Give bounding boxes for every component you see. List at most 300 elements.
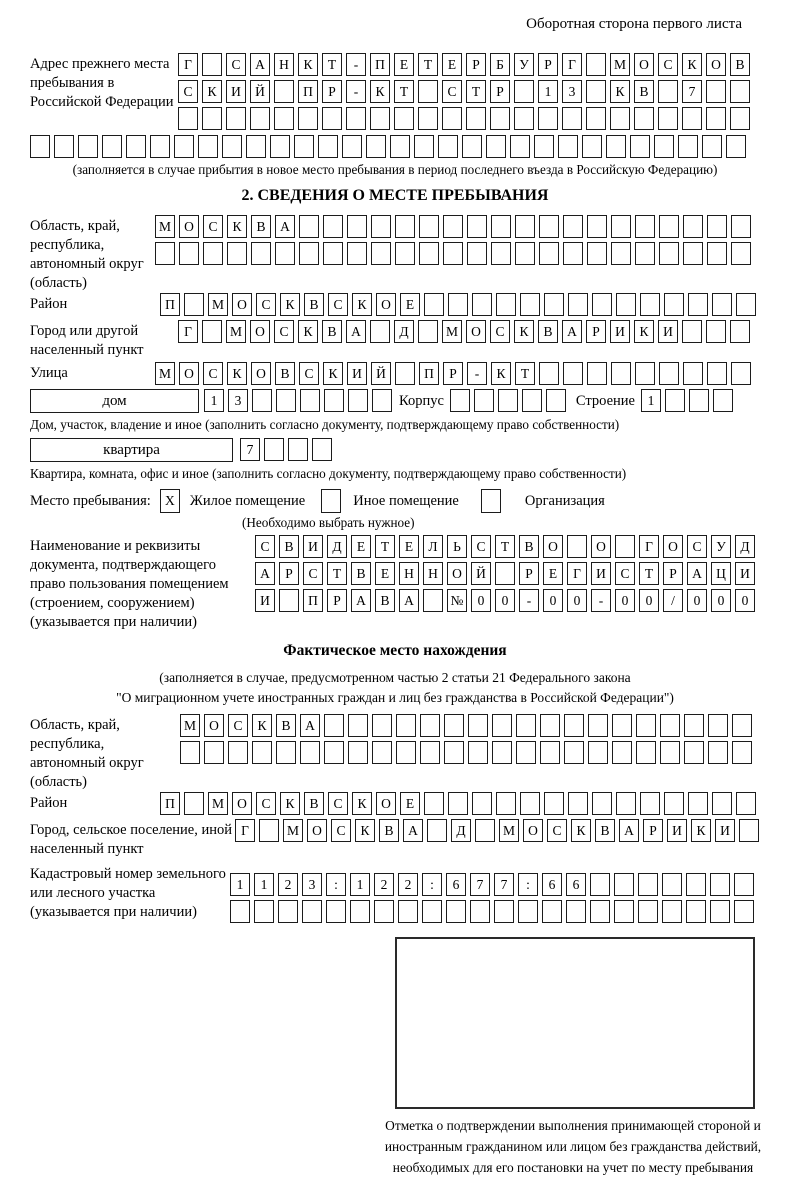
char-cell[interactable]: О: [523, 819, 543, 842]
char-cell[interactable]: [734, 873, 754, 896]
char-cell[interactable]: [371, 215, 391, 238]
char-cell[interactable]: [563, 215, 583, 238]
char-cell[interactable]: [274, 107, 294, 130]
char-cell[interactable]: [566, 900, 586, 923]
char-cell[interactable]: К: [682, 53, 702, 76]
char-cell[interactable]: [558, 135, 578, 158]
char-cell[interactable]: К: [298, 320, 318, 343]
char-cell[interactable]: С: [328, 792, 348, 815]
char-cell[interactable]: [542, 900, 562, 923]
char-cell[interactable]: В: [375, 589, 395, 612]
char-cell[interactable]: [683, 242, 703, 265]
char-cell[interactable]: [640, 293, 660, 316]
char-cell[interactable]: [706, 320, 726, 343]
char-cell[interactable]: С: [228, 714, 248, 737]
char-cell[interactable]: [707, 215, 727, 238]
char-cell[interactable]: 1: [350, 873, 370, 896]
char-cell[interactable]: М: [208, 792, 228, 815]
char-cell[interactable]: [659, 362, 679, 385]
char-cell[interactable]: [472, 293, 492, 316]
char-cell[interactable]: [730, 107, 750, 130]
char-cell[interactable]: В: [538, 320, 558, 343]
char-cell[interactable]: [390, 135, 410, 158]
char-cell[interactable]: [731, 362, 751, 385]
char-cell[interactable]: [202, 53, 222, 76]
char-cell[interactable]: [246, 135, 266, 158]
char-cell[interactable]: М: [610, 53, 630, 76]
char-cell[interactable]: [520, 792, 540, 815]
char-cell[interactable]: [516, 741, 536, 764]
char-cell[interactable]: [539, 242, 559, 265]
char-cell[interactable]: Т: [375, 535, 395, 558]
char-cell[interactable]: С: [547, 819, 567, 842]
char-cell[interactable]: А: [403, 819, 423, 842]
char-cell[interactable]: [474, 389, 494, 412]
char-cell[interactable]: И: [610, 320, 630, 343]
char-cell[interactable]: К: [298, 53, 318, 76]
char-cell[interactable]: :: [326, 873, 346, 896]
char-cell[interactable]: [259, 819, 279, 842]
char-cell[interactable]: О: [232, 293, 252, 316]
char-cell[interactable]: [563, 242, 583, 265]
char-cell[interactable]: 0: [711, 589, 731, 612]
char-cell[interactable]: [414, 135, 434, 158]
char-cell[interactable]: [126, 135, 146, 158]
char-cell[interactable]: [468, 714, 488, 737]
char-cell[interactable]: К: [634, 320, 654, 343]
char-cell[interactable]: О: [663, 535, 683, 558]
char-cell[interactable]: [396, 714, 416, 737]
char-cell[interactable]: [467, 215, 487, 238]
char-cell[interactable]: [515, 215, 535, 238]
char-cell[interactable]: [374, 900, 394, 923]
char-cell[interactable]: [710, 873, 730, 896]
char-cell[interactable]: [706, 107, 726, 130]
char-cell[interactable]: [450, 389, 470, 412]
char-cell[interactable]: [660, 741, 680, 764]
char-cell[interactable]: С: [471, 535, 491, 558]
char-cell[interactable]: Р: [519, 562, 539, 585]
char-cell[interactable]: [713, 389, 733, 412]
char-cell[interactable]: [562, 107, 582, 130]
char-cell[interactable]: 1: [538, 80, 558, 103]
char-cell[interactable]: [739, 819, 759, 842]
char-cell[interactable]: С: [203, 215, 223, 238]
char-cell[interactable]: Р: [663, 562, 683, 585]
char-cell[interactable]: С: [490, 320, 510, 343]
char-cell[interactable]: [682, 320, 702, 343]
char-cell[interactable]: [686, 873, 706, 896]
char-cell[interactable]: В: [595, 819, 615, 842]
char-cell[interactable]: [275, 242, 295, 265]
char-cell[interactable]: [712, 792, 732, 815]
char-cell[interactable]: К: [571, 819, 591, 842]
char-cell[interactable]: 0: [543, 589, 563, 612]
char-cell[interactable]: С: [328, 293, 348, 316]
char-cell[interactable]: [486, 135, 506, 158]
char-cell[interactable]: [683, 215, 703, 238]
char-cell[interactable]: [226, 107, 246, 130]
char-cell[interactable]: Е: [375, 562, 395, 585]
char-cell[interactable]: [395, 215, 415, 238]
char-cell[interactable]: А: [351, 589, 371, 612]
char-cell[interactable]: [664, 792, 684, 815]
char-cell[interactable]: [252, 741, 272, 764]
char-cell[interactable]: [707, 242, 727, 265]
char-cell[interactable]: У: [514, 53, 534, 76]
char-cell[interactable]: [418, 107, 438, 130]
char-cell[interactable]: 7: [240, 438, 260, 461]
char-cell[interactable]: [448, 293, 468, 316]
char-cell[interactable]: [30, 135, 50, 158]
char-cell[interactable]: А: [275, 215, 295, 238]
char-cell[interactable]: Г: [178, 320, 198, 343]
char-cell[interactable]: В: [276, 714, 296, 737]
char-cell[interactable]: [179, 242, 199, 265]
char-cell[interactable]: [264, 438, 284, 461]
char-cell[interactable]: [518, 900, 538, 923]
char-cell[interactable]: С: [256, 293, 276, 316]
char-cell[interactable]: [730, 320, 750, 343]
char-cell[interactable]: [442, 107, 462, 130]
char-cell[interactable]: Г: [562, 53, 582, 76]
char-cell[interactable]: О: [376, 792, 396, 815]
char-cell[interactable]: Р: [586, 320, 606, 343]
char-cell[interactable]: [682, 107, 702, 130]
char-cell[interactable]: [568, 792, 588, 815]
char-cell[interactable]: О: [232, 792, 252, 815]
char-cell[interactable]: [444, 741, 464, 764]
char-cell[interactable]: Р: [643, 819, 663, 842]
char-cell[interactable]: Т: [515, 362, 535, 385]
char-cell[interactable]: К: [227, 362, 247, 385]
char-cell[interactable]: [468, 741, 488, 764]
char-cell[interactable]: -: [346, 80, 366, 103]
char-cell[interactable]: [586, 107, 606, 130]
char-cell[interactable]: [587, 215, 607, 238]
char-cell[interactable]: [396, 741, 416, 764]
char-cell[interactable]: 6: [542, 873, 562, 896]
char-cell[interactable]: [370, 107, 390, 130]
char-cell[interactable]: [708, 714, 728, 737]
char-cell[interactable]: Й: [371, 362, 391, 385]
char-cell[interactable]: 0: [471, 589, 491, 612]
char-cell[interactable]: О: [376, 293, 396, 316]
char-cell[interactable]: В: [322, 320, 342, 343]
char-cell[interactable]: Ц: [711, 562, 731, 585]
char-cell[interactable]: К: [355, 819, 375, 842]
char-cell[interactable]: [611, 242, 631, 265]
char-cell[interactable]: К: [323, 362, 343, 385]
char-cell[interactable]: [586, 53, 606, 76]
char-cell[interactable]: [634, 107, 654, 130]
char-cell[interactable]: И: [591, 562, 611, 585]
char-cell[interactable]: [494, 900, 514, 923]
char-cell[interactable]: [563, 362, 583, 385]
char-cell[interactable]: [270, 135, 290, 158]
char-cell[interactable]: [180, 741, 200, 764]
char-cell[interactable]: [706, 80, 726, 103]
char-cell[interactable]: [312, 438, 332, 461]
char-cell[interactable]: [419, 215, 439, 238]
char-cell[interactable]: -: [591, 589, 611, 612]
char-cell[interactable]: [418, 320, 438, 343]
char-cell[interactable]: Р: [327, 589, 347, 612]
char-cell[interactable]: К: [370, 80, 390, 103]
char-cell[interactable]: К: [280, 792, 300, 815]
char-cell[interactable]: А: [346, 320, 366, 343]
char-cell[interactable]: [686, 900, 706, 923]
char-cell[interactable]: [546, 389, 566, 412]
char-cell[interactable]: [252, 389, 272, 412]
char-cell[interactable]: [522, 389, 542, 412]
char-cell[interactable]: Р: [466, 53, 486, 76]
char-cell[interactable]: Е: [399, 535, 419, 558]
char-cell[interactable]: [418, 80, 438, 103]
char-cell[interactable]: [288, 438, 308, 461]
char-cell[interactable]: [662, 873, 682, 896]
char-cell[interactable]: [372, 714, 392, 737]
char-cell[interactable]: 2: [374, 873, 394, 896]
char-cell[interactable]: [346, 107, 366, 130]
char-cell[interactable]: [395, 362, 415, 385]
char-cell[interactable]: [348, 389, 368, 412]
char-cell[interactable]: [203, 242, 223, 265]
char-cell[interactable]: Й: [250, 80, 270, 103]
char-cell[interactable]: [515, 242, 535, 265]
char-cell[interactable]: [467, 242, 487, 265]
char-cell[interactable]: [534, 135, 554, 158]
char-cell[interactable]: [660, 714, 680, 737]
char-cell[interactable]: [544, 293, 564, 316]
char-cell[interactable]: [610, 107, 630, 130]
char-cell[interactable]: И: [658, 320, 678, 343]
char-cell[interactable]: [586, 80, 606, 103]
char-cell[interactable]: 0: [735, 589, 755, 612]
char-cell[interactable]: [424, 792, 444, 815]
char-cell[interactable]: [184, 792, 204, 815]
char-cell[interactable]: А: [255, 562, 275, 585]
char-cell[interactable]: [322, 107, 342, 130]
char-cell[interactable]: М: [442, 320, 462, 343]
char-cell[interactable]: [590, 900, 610, 923]
char-cell[interactable]: В: [519, 535, 539, 558]
char-cell[interactable]: В: [304, 792, 324, 815]
char-cell[interactable]: [726, 135, 746, 158]
char-cell[interactable]: Д: [451, 819, 471, 842]
char-cell[interactable]: [466, 107, 486, 130]
char-cell[interactable]: [662, 900, 682, 923]
char-cell[interactable]: [616, 792, 636, 815]
char-cell[interactable]: 0: [567, 589, 587, 612]
char-cell[interactable]: :: [422, 873, 442, 896]
char-cell[interactable]: И: [303, 535, 323, 558]
char-cell[interactable]: [299, 215, 319, 238]
char-cell[interactable]: [78, 135, 98, 158]
char-cell[interactable]: Ь: [447, 535, 467, 558]
char-cell[interactable]: 3: [562, 80, 582, 103]
char-cell[interactable]: И: [667, 819, 687, 842]
char-cell[interactable]: О: [634, 53, 654, 76]
char-cell[interactable]: [492, 741, 512, 764]
char-cell[interactable]: А: [619, 819, 639, 842]
char-cell[interactable]: Н: [423, 562, 443, 585]
char-cell[interactable]: [276, 389, 296, 412]
char-cell[interactable]: Е: [394, 53, 414, 76]
char-cell[interactable]: [516, 714, 536, 737]
char-cell[interactable]: Д: [327, 535, 347, 558]
char-cell[interactable]: [731, 215, 751, 238]
char-cell[interactable]: М: [226, 320, 246, 343]
char-cell[interactable]: [475, 819, 495, 842]
char-cell[interactable]: [348, 741, 368, 764]
char-cell[interactable]: [592, 293, 612, 316]
char-cell[interactable]: [590, 873, 610, 896]
char-cell[interactable]: [204, 741, 224, 764]
char-cell[interactable]: И: [255, 589, 275, 612]
char-cell[interactable]: А: [399, 589, 419, 612]
char-cell[interactable]: С: [178, 80, 198, 103]
char-cell[interactable]: [640, 792, 660, 815]
char-cell[interactable]: К: [227, 215, 247, 238]
char-cell[interactable]: 1: [204, 389, 224, 412]
char-cell[interactable]: С: [687, 535, 707, 558]
char-cell[interactable]: [615, 535, 635, 558]
char-cell[interactable]: С: [255, 535, 275, 558]
char-cell[interactable]: [178, 107, 198, 130]
char-cell[interactable]: [470, 900, 490, 923]
char-cell[interactable]: [444, 714, 464, 737]
char-cell[interactable]: 1: [641, 389, 661, 412]
char-cell[interactable]: [514, 107, 534, 130]
char-cell[interactable]: С: [303, 562, 323, 585]
char-cell[interactable]: [636, 714, 656, 737]
char-cell[interactable]: [371, 242, 391, 265]
char-cell[interactable]: [587, 242, 607, 265]
char-cell[interactable]: Р: [538, 53, 558, 76]
char-cell[interactable]: В: [279, 535, 299, 558]
char-cell[interactable]: О: [307, 819, 327, 842]
char-cell[interactable]: [611, 215, 631, 238]
char-cell[interactable]: [736, 792, 756, 815]
char-cell[interactable]: [427, 819, 447, 842]
char-cell[interactable]: [540, 714, 560, 737]
char-cell[interactable]: М: [180, 714, 200, 737]
char-cell[interactable]: [254, 900, 274, 923]
char-cell[interactable]: И: [347, 362, 367, 385]
char-cell[interactable]: [324, 741, 344, 764]
char-cell[interactable]: С: [331, 819, 351, 842]
char-cell[interactable]: [612, 741, 632, 764]
char-cell[interactable]: [496, 792, 516, 815]
char-cell[interactable]: [462, 135, 482, 158]
char-cell[interactable]: 2: [278, 873, 298, 896]
char-cell[interactable]: С: [274, 320, 294, 343]
char-cell[interactable]: [278, 900, 298, 923]
char-cell[interactable]: [702, 135, 722, 158]
char-cell[interactable]: [664, 293, 684, 316]
char-cell[interactable]: [347, 215, 367, 238]
char-cell[interactable]: [539, 362, 559, 385]
char-cell[interactable]: [184, 293, 204, 316]
char-cell[interactable]: В: [351, 562, 371, 585]
char-cell[interactable]: [659, 242, 679, 265]
char-cell[interactable]: Т: [639, 562, 659, 585]
char-cell[interactable]: Й: [471, 562, 491, 585]
char-cell[interactable]: [222, 135, 242, 158]
char-cell[interactable]: [300, 741, 320, 764]
char-cell[interactable]: [688, 293, 708, 316]
char-cell[interactable]: [490, 107, 510, 130]
char-cell[interactable]: А: [250, 53, 270, 76]
char-cell[interactable]: [708, 741, 728, 764]
char-cell[interactable]: [614, 900, 634, 923]
char-cell[interactable]: Т: [466, 80, 486, 103]
char-cell[interactable]: О: [251, 362, 271, 385]
char-cell[interactable]: [731, 242, 751, 265]
char-cell[interactable]: [520, 293, 540, 316]
char-cell[interactable]: [658, 80, 678, 103]
char-cell[interactable]: П: [160, 792, 180, 815]
char-cell[interactable]: [638, 900, 658, 923]
char-cell[interactable]: 0: [495, 589, 515, 612]
char-cell[interactable]: Е: [543, 562, 563, 585]
char-cell[interactable]: [491, 215, 511, 238]
char-cell[interactable]: К: [352, 293, 372, 316]
char-cell[interactable]: [710, 900, 730, 923]
char-cell[interactable]: [630, 135, 650, 158]
char-cell[interactable]: [540, 741, 560, 764]
char-cell[interactable]: В: [275, 362, 295, 385]
char-cell[interactable]: [420, 741, 440, 764]
char-cell[interactable]: [422, 900, 442, 923]
char-cell[interactable]: 6: [446, 873, 466, 896]
char-cell[interactable]: [582, 135, 602, 158]
char-cell[interactable]: В: [304, 293, 324, 316]
char-cell[interactable]: 3: [302, 873, 322, 896]
char-cell[interactable]: [302, 900, 322, 923]
char-cell[interactable]: [202, 107, 222, 130]
char-cell[interactable]: [684, 741, 704, 764]
char-cell[interactable]: [732, 741, 752, 764]
char-cell[interactable]: О: [204, 714, 224, 737]
char-cell[interactable]: [588, 714, 608, 737]
char-cell[interactable]: [350, 900, 370, 923]
char-cell[interactable]: [419, 242, 439, 265]
char-cell[interactable]: -: [346, 53, 366, 76]
char-cell[interactable]: [324, 389, 344, 412]
char-cell[interactable]: М: [155, 215, 175, 238]
char-cell[interactable]: [250, 107, 270, 130]
char-cell[interactable]: С: [203, 362, 223, 385]
char-cell[interactable]: М: [499, 819, 519, 842]
char-cell[interactable]: О: [591, 535, 611, 558]
char-cell[interactable]: Т: [394, 80, 414, 103]
char-cell[interactable]: [420, 714, 440, 737]
char-cell[interactable]: О: [543, 535, 563, 558]
char-cell[interactable]: [635, 362, 655, 385]
char-cell[interactable]: Н: [399, 562, 419, 585]
char-cell[interactable]: [398, 900, 418, 923]
char-cell[interactable]: [326, 900, 346, 923]
char-cell[interactable]: В: [251, 215, 271, 238]
char-cell[interactable]: О: [447, 562, 467, 585]
char-cell[interactable]: [689, 389, 709, 412]
char-cell[interactable]: [370, 320, 390, 343]
char-cell[interactable]: П: [298, 80, 318, 103]
char-cell[interactable]: Р: [443, 362, 463, 385]
char-cell[interactable]: К: [514, 320, 534, 343]
